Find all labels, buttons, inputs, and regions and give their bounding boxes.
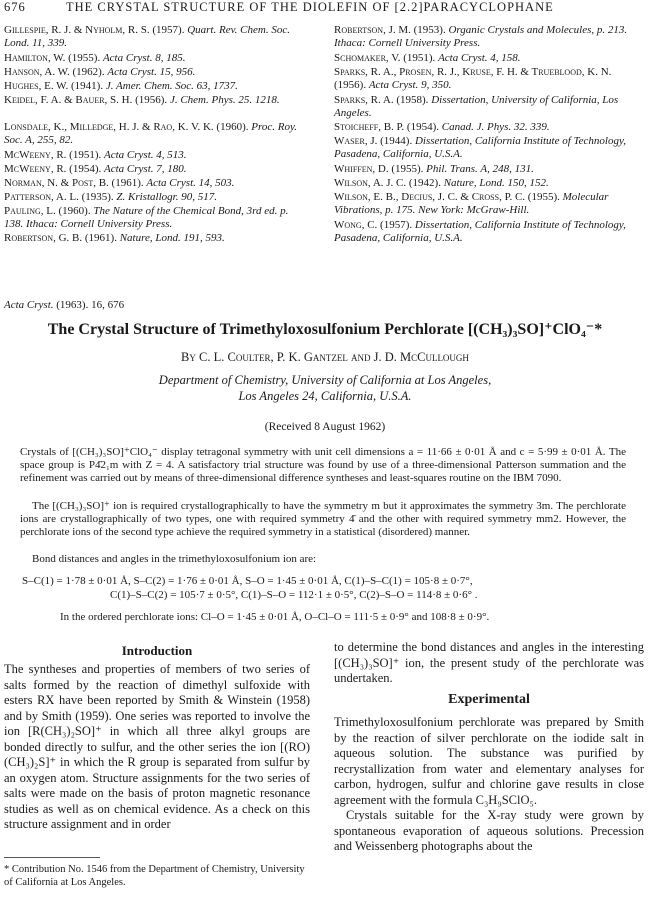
perchlorate-equation: In the ordered perchlorate ions: Cl–O = 1·45 ± 0·01 Å, O–Cl–O = 111·5 ± 0·9° and 108·8 ± 0·9°. [60,611,490,623]
footnote: * Contribution No. 1546 from the Department of Chemistry, University of California at Los Angeles. [4,864,305,888]
bond-equation-1: S–C(1) = 1·78 ± 0·01 Å, S–C(2) = 1·76 ± 0·01 Å, S–O = 1·45 ± 0·01 Å, C(1)–S–C(1) = 105·8 ± 0·7°, [22,575,473,587]
reference-item: Keidel, F. A. & Bauer, S. H. (1956). J. Chem. Phys. 25. 1218. [4,94,280,106]
footnote-rule [4,857,100,858]
running-header [4,0,644,16]
reference-item: Schomaker, V. (1951). Acta Cryst. 4, 158. [334,52,521,64]
running-title: THE CRYSTAL STRUCTURE OF THE DIOLEFIN OF [2.2]PARACYCLOPHANE [66,0,554,14]
bond-equation-2: C(1)–S–C(2) = 105·7 ± 0·5°, C(1)–S–O = 112·1 ± 0·5°, C(2)–S–O = 114·8 ± 0·6° . [110,589,478,601]
article-authors: By C. L. Coulter, P. K. Gantzel and J. D. McCullough [181,350,469,364]
reference-item: Hughes, E. W. (1941). J. Amer. Chem. Soc. 63, 1737. [4,80,238,92]
affiliation-line-2: Los Angeles 24, California, U.S.A. [238,389,412,403]
reference-item: Robertson, J. M. (1953). Organic Crystals and Molecules, p. 213. Ithaca: Cornell University Press. [334,24,628,49]
journal-citation: Acta Cryst. (1963). 16, 676 [4,299,125,311]
reference-item: Stoicheff, B. P. (1954). Canad. J. Phys. 32. 339. [334,121,550,133]
experimental-paragraph-1: Trimethyloxosulfonium perchlorate was prepared by Smith by the reaction of silver perchlorate on the iodide salt in aqueous solution. The substance was purified by recrystallization from water and elementary analyses for carbon, hydrogen, sulfur and chlorine gave results in close agreement with the formula C₃H₉SClO₅. [334,715,644,807]
reference-item: McWeeny, R. (1954). Acta Cryst. 7, 180. [4,163,187,175]
reference-item: McWeeny, R. (1951). Acta Cryst. 4, 513. [4,149,187,161]
introduction-continued: to determine the bond distances and angles in the interesting [(CH₃)₃SO]⁺ ion, the present study of the perchlorate was undertaken. [334,640,644,685]
reference-item: Pauling, L. (1960). The Nature of the Chemical Bond, 3rd ed. p. 138. Ithaca: Cornell University Press. [4,205,289,230]
reference-item: Whiffen, D. (1955). Phil. Trans. A, 248, 131. [334,163,534,175]
abstract-paragraph-3: Bond distances and angles in the trimethyloxosulfonium ion are: [32,553,317,565]
abstract-paragraph-1: Crystals of [(CH₃)₃SO]⁺ClO₄⁻ display tetragonal symmetry with unit cell dimensions a = 11·66 ± 0·01 Å and c = 5·99 ± 0·01 Å. The space group is P4̄2₁m with Z = 4. A satisfactory trial structure was found by use of a three-dimensional Patterson summation and the refinement was carried out by means of three-dimensional difference syntheses and least-squares routine on the IBM 7090. [20,446,626,485]
reference-item: Lonsdale, K., Milledge, H. J. & Rao, K. V. K. (1960). Proc. Roy. Soc. A, 255, 82. [4,121,297,146]
reference-item: Robertson, G. B. (1961). Nature, Lond. 191, 593. [4,232,225,244]
reference-item: Hamilton, W. (1955). Acta Cryst. 8, 185. [4,52,186,64]
reference-item: Waser, J. (1944). Dissertation, California Institute of Technology, Pasadena, California, U.S.A. [334,135,626,160]
reference-item: Norman, N. & Post, B. (1961). Acta Cryst. 14, 503. [4,177,235,189]
received-date: (Received 8 August 1962) [264,421,386,433]
reference-item: Wong, C. (1957). Dissertation, California Institute of Technology, Pasadena, California, U.S.A. [334,219,626,244]
reference-item: Wilson, A. J. C. (1942). Nature, Lond. 150, 152. [334,177,549,189]
reference-item: Hanson, A. W. (1962). Acta Cryst. 15, 956. [4,66,196,78]
abstract-paragraph-2: The [(CH₃)₃SO]⁺ ion is required crystallographically to have the symmetry m but it approximates the symmetry 3m. The perchlorate ions are crystallographically of two types, one with required symmetry 4̄ and the other with required symmetry mm2. However, the perchlorate ions of the second type achieve the required symmetry in a statistical (disordered) manner. [20,500,626,539]
reference-item: Sparks, R. A. (1958). Dissertation, University of California, Los Angeles. [334,94,619,119]
reference-item: Sparks, R. A., Prosen, R. J., Kruse, F. H. & Trueblood, K. N. (1956). Acta Cryst. 9, 350. [334,66,612,91]
reference-item: Patterson, A. L. (1935). Z. Kristallogr. 90, 517. [4,191,217,203]
affiliation-line-1: Department of Chemistry, University of California at Los Angeles, [158,373,492,387]
reference-item: Wilson, E. B., Decius, J. C. & Cross, P. C. (1955). Molecular Vibrations, p. 175. New York: McGraw-Hill. [334,191,609,216]
introduction-text: The syntheses and properties of members of two series of salts formed by the reaction of dimethyl sulfoxide with esters RX have been reported by Smith & Winstein (1958) and by Smith (1959). One series was reported to involve the ion [R(CH₃)₂SO]⁺ in which all three alkyl groups are bonded directly to sulfur, and the other series the ion [(RO)(CH₃)₂S]⁺ in which the R group is separated from sulfur by an oxygen atom. Structure assignments for the two series of salts were made on the basis of proton magnetic resonance studies as well as on chemical evidence. As a check on this structure assignment and in order [4,662,310,831]
section-heading-introduction: Introduction [121,643,193,658]
experimental-paragraph-2: Crystals suitable for the X-ray study were grown by spontaneous evaporation of aqueous solutions. Precession and Weissenberg photographs about the [334,808,644,853]
section-heading-experimental: Experimental [448,692,530,707]
page-number: 676 [4,0,26,14]
article-title: The Crystal Structure of Trimethyloxosulfonium Perchlorate [(CH₃)₃SO]⁺ClO₄⁻* [47,321,603,338]
reference-item: Gillespie, R. J. & Nyholm, R. S. (1957). Quart. Rev. Chem. Soc. Lond. 11, 339. [4,24,290,49]
